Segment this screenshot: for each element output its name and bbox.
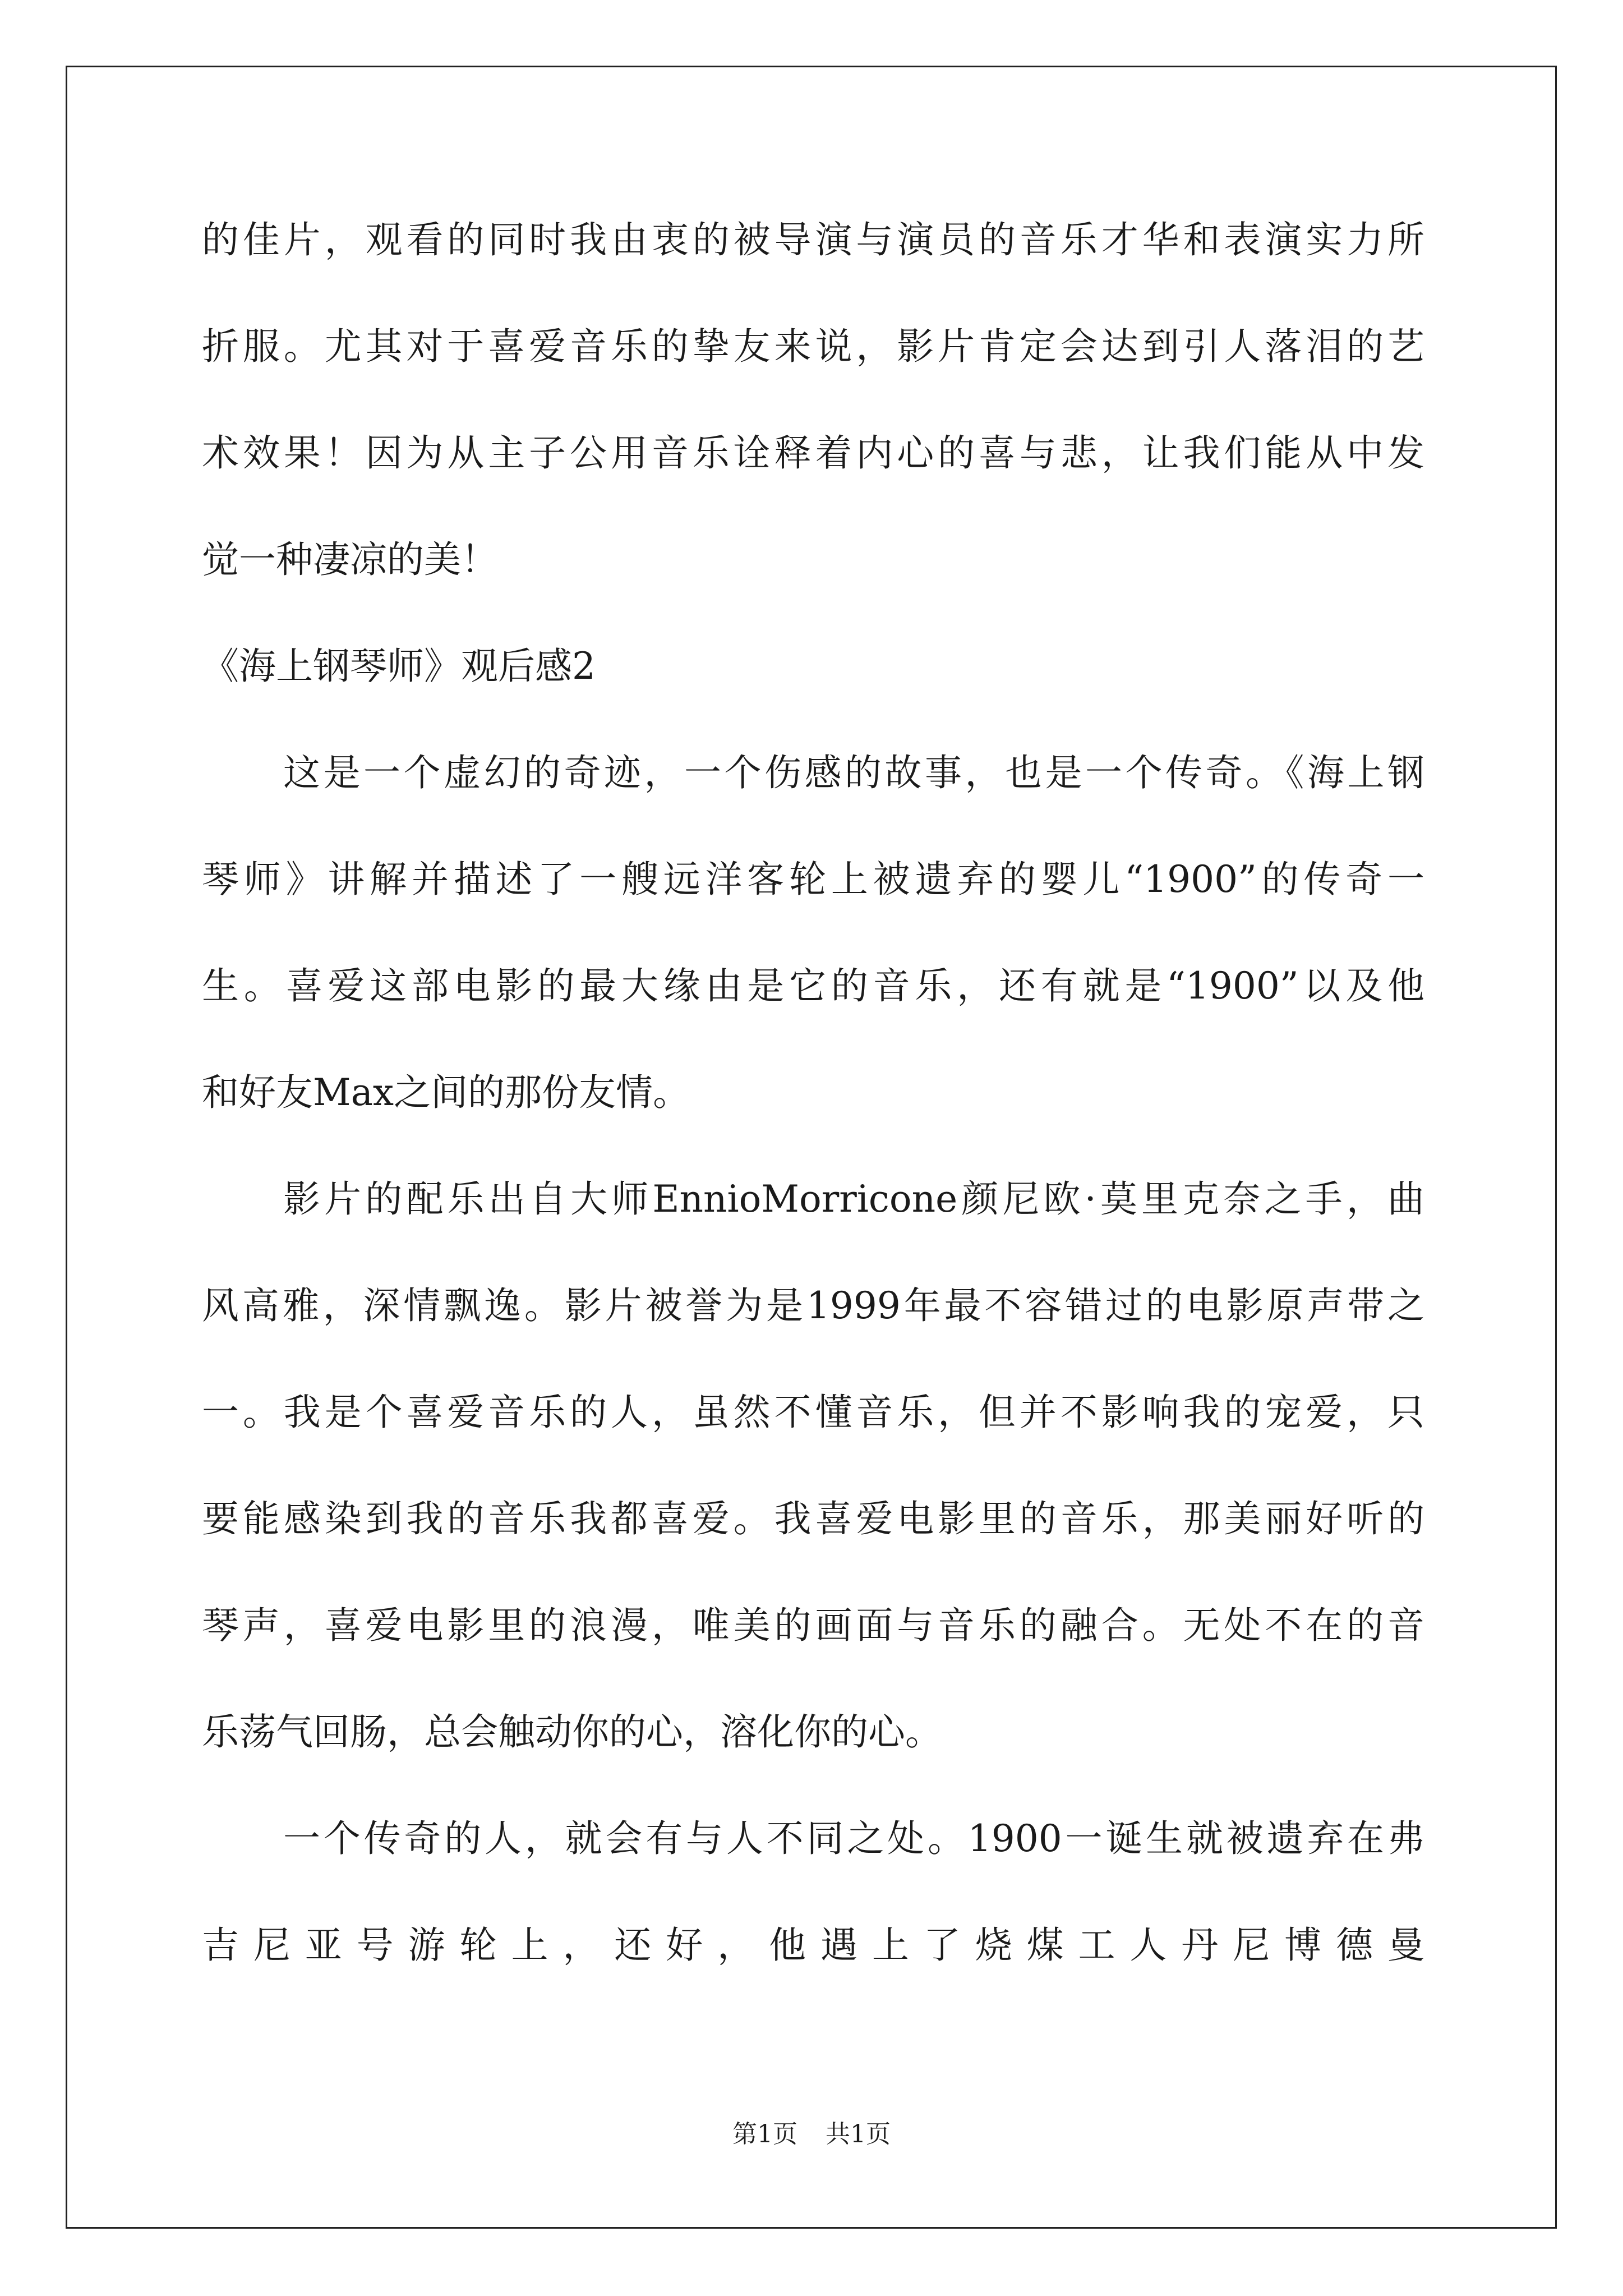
text-line: 吉尼亚号游轮上，还好，他遇上了烧煤工人丹尼博德曼 [202, 1924, 1424, 1967]
text-line: 和好友Max之间的那份友情。 [202, 1071, 690, 1114]
section-heading: 《海上钢琴师》观后感2 [202, 645, 596, 688]
page-footer [0, 2118, 1623, 2151]
text-line: 琴师》讲解并描述了一艘远洋客轮上被遗弃的婴儿“1900”的传奇一 [202, 858, 1424, 901]
text-line: 生。喜爱这部电影的最大缘由是它的音乐，还有就是“1900”以及他 [202, 964, 1424, 1007]
text-line: 术效果！因为从主子公用音乐诠释着内心的喜与悲，让我们能从中发 [202, 431, 1424, 475]
paragraph-2 [202, 746, 1424, 1120]
paragraph-3 [202, 1172, 1424, 1759]
text-line: 要能感染到我的音乐我都喜爱。我喜爱电影里的音乐，那美丽好听的 [202, 1497, 1424, 1540]
text-line: 影片的配乐出自大师EnnioMorricone颜尼欧·莫里克奈之手，曲 [283, 1177, 1424, 1221]
text-line: 一个传奇的人，就会有与人不同之处。1900一诞生就被遗弃在弗 [283, 1817, 1424, 1860]
text-line: 乐荡气回肠，总会触动你的心，溶化你的心。 [202, 1710, 942, 1754]
text-line: 觉一种凄凉的美！ [202, 538, 498, 581]
text-line: 这是一个虚幻的奇迹，一个伤感的故事，也是一个传奇。《海上钢 [283, 751, 1424, 794]
paragraph-1 [202, 213, 1424, 587]
text-line: 的佳片，观看的同时我由衷的被导演与演员的音乐才华和表演实力所 [202, 218, 1424, 261]
document-body [202, 213, 1424, 1972]
page-number: 第1页 [732, 2120, 797, 2148]
text-line: 折服。尤其对于喜爱音乐的挚友来说，影片肯定会达到引人落泪的艺 [202, 325, 1424, 368]
text-line: 琴声，喜爱电影里的浪漫，唯美的画面与音乐的融合。无处不在的音 [202, 1604, 1424, 1647]
text-line: 一。我是个喜爱音乐的人，虽然不懂音乐，但并不影响我的宠爱，只 [202, 1391, 1424, 1434]
page-total: 共1页 [826, 2120, 891, 2148]
paragraph-4 [202, 1812, 1424, 1972]
text-line: 风高雅，深情飘逸。影片被誉为是1999年最不容错过的电影原声带之 [202, 1284, 1424, 1327]
